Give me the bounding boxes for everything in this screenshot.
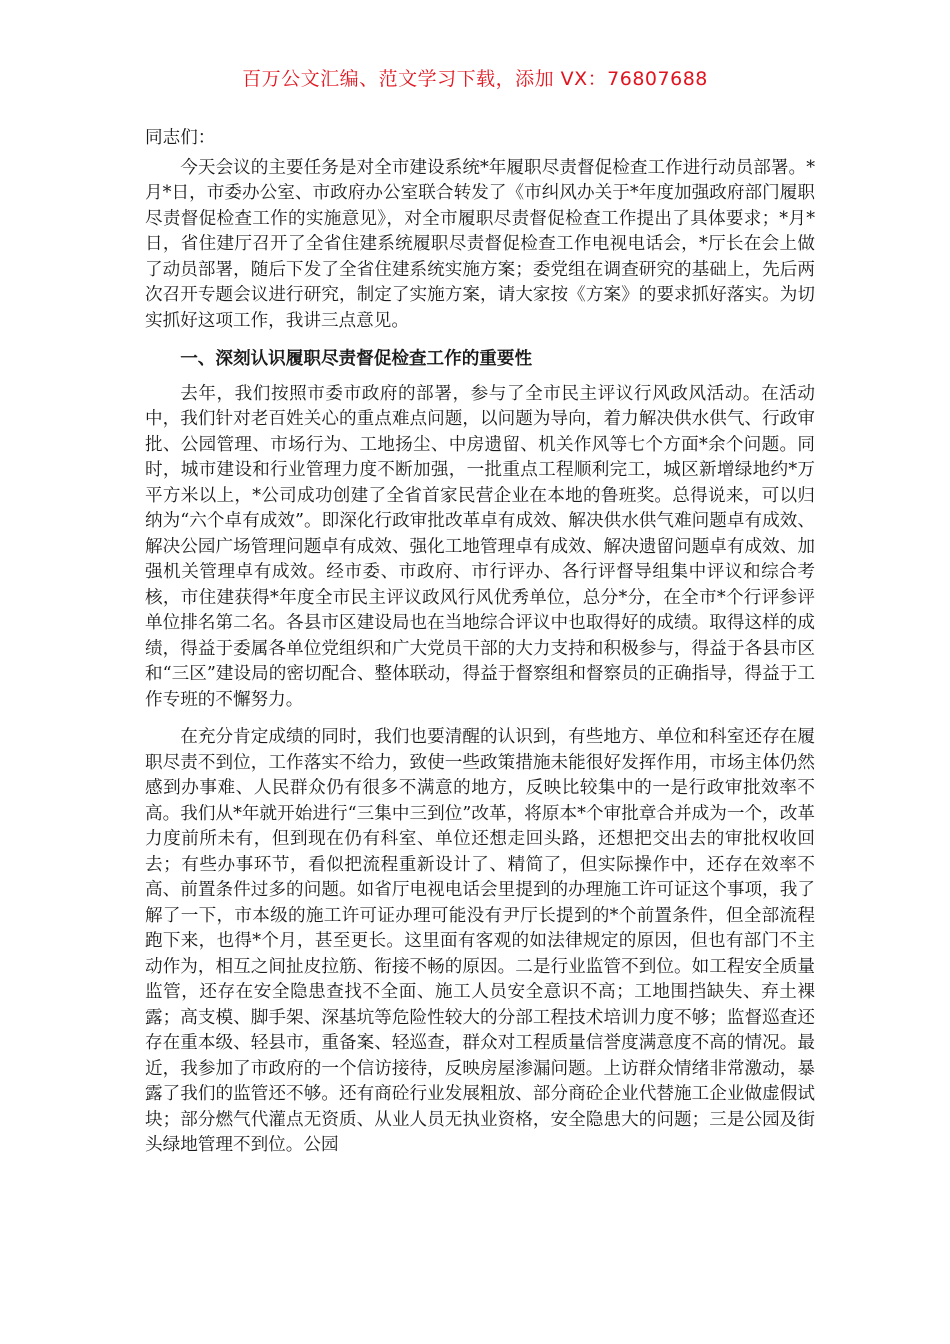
paragraph-problems: 在充分肯定成绩的同时，我们也要清醒的认识到，有些地方、单位和科室还存在履职尽责不到位，工作落实不给力，致使一些政策措施未能很好发挥作用，市场主体仍然感到办事难、人民群众仍有很多不满意的地方，反映比较集中的一是行政审批效率不高。我们从*年就开始进行“三集中三到位”改革，将原本*个审批章合并成为一个，改革力度前所未有，但到现在仍有科室、单位还想走回头路，还想把交出去的审批权收回去；有些办事环节，看似把流程重新设计了、精简了，但实际操作中，还存在效率不高、前置条件过多的问题。如省厅电视电话会里提到的办理施工许可证这个事项，我了解了一下，市本级的施工许可证办理可能没有尹厅长提到的*个前置条件，但全部流程跑下来，也得*个月，甚至更长。这里面有客观的如法律规定的原因，但也有部门不主动作为，相互之间扯皮拉筋、衔接不畅的原因。二是行业监管不到位。如工程安全质量监管，还存在安全隐患查找不全面、施工人员安全意识不高；工地围挡缺失、弃土裸露；高支模、脚手架、深基坑等危险性较大的分部工程技术培训力度不够；监督巡查还存在重本级、轻县市，重备案、轻巡查，群众对工程质量信誉度满意度不高的情况。最近，我参加了市政府的一个信访接待，反映房屋渗漏问题。上访群众情绪非常激动，暴露了我们的监管还不够。还有商砼行业发展粗放、部分商砼企业代替施工企业做虚假试块；部分燃气代灌点无资质、从业人员无执业资格，安全隐患大的问题；三是公园及街头绿地管理不到位。公园 [145, 727, 815, 1155]
section-heading: 一、深刻认识履职尽责督促检查工作的重要性 [180, 348, 533, 369]
promo-banner: 百万公文汇编、范文学习下载，添加 VX：76807688 [242, 68, 708, 90]
document-body [145, 126, 815, 1159]
paragraph-achievements: 去年，我们按照市委市政府的部署，参与了全市民主评议行风政风活动。在活动中，我们针对老百姓关心的重点难点问题，以问题为导向，着力解决供水供气、行政审批、公园管理、市场行为、工地扬尘、中房遗留、机关作风等七个方面*余个问题。同时，城市建设和行业管理力度不断加强，一批重点工程顺利完工，城区新增绿地约*万平方米以上，*公司成功创建了全省首家民营企业在本地的鲁班奖。总得说来，可以归纳为“六个卓有成效”。即深化行政审批改革卓有成效、解决供水供气难问题卓有成效、解决公园广场管理问题卓有成效、强化工地管理卓有成效、解决遗留问题卓有成效、加强机关管理卓有成效。经市委、市政府、市行评办、各行评督导组集中评议和综合考核，市住建获得*年度全市民主评议政风行风优秀单位，总分*分，在全市*个行评参评单位排名第二名。各县市区建设局也在当地综合评议中也取得好的成绩。取得这样的成绩，得益于委属各单位党组织和广大党员干部的大力支持和积极参与，得益于各县市区和“三区”建设局的密切配合、整体联动，得益于督察组和督察员的正确指导，得益于工作专班的不懈努力。 [145, 383, 815, 710]
salutation: 同志们： [145, 128, 216, 148]
paragraph-intro: 今天会议的主要任务是对全市建设系统*年履职尽责督促检查工作进行动员部署。*月*日，市委办公室、市政府办公室联合转发了《市纠风办关于*年度加强政府部门履职尽责督促检查工作的实施意见》，对全市履职尽责督促检查工作提出了具体要求；*月*日，省住建厅召开了全省住建系统履职尽责督促检查工作电视电话会，*厅长在会上做了动员部署，随后下发了全省住建系统实施方案；委党组在调查研究的基础上，先后两次召开专题会议进行研究，制定了实施方案，请大家按《方案》的要求抓好落实。为切实抓好这项工作，我讲三点意见。 [145, 157, 815, 331]
